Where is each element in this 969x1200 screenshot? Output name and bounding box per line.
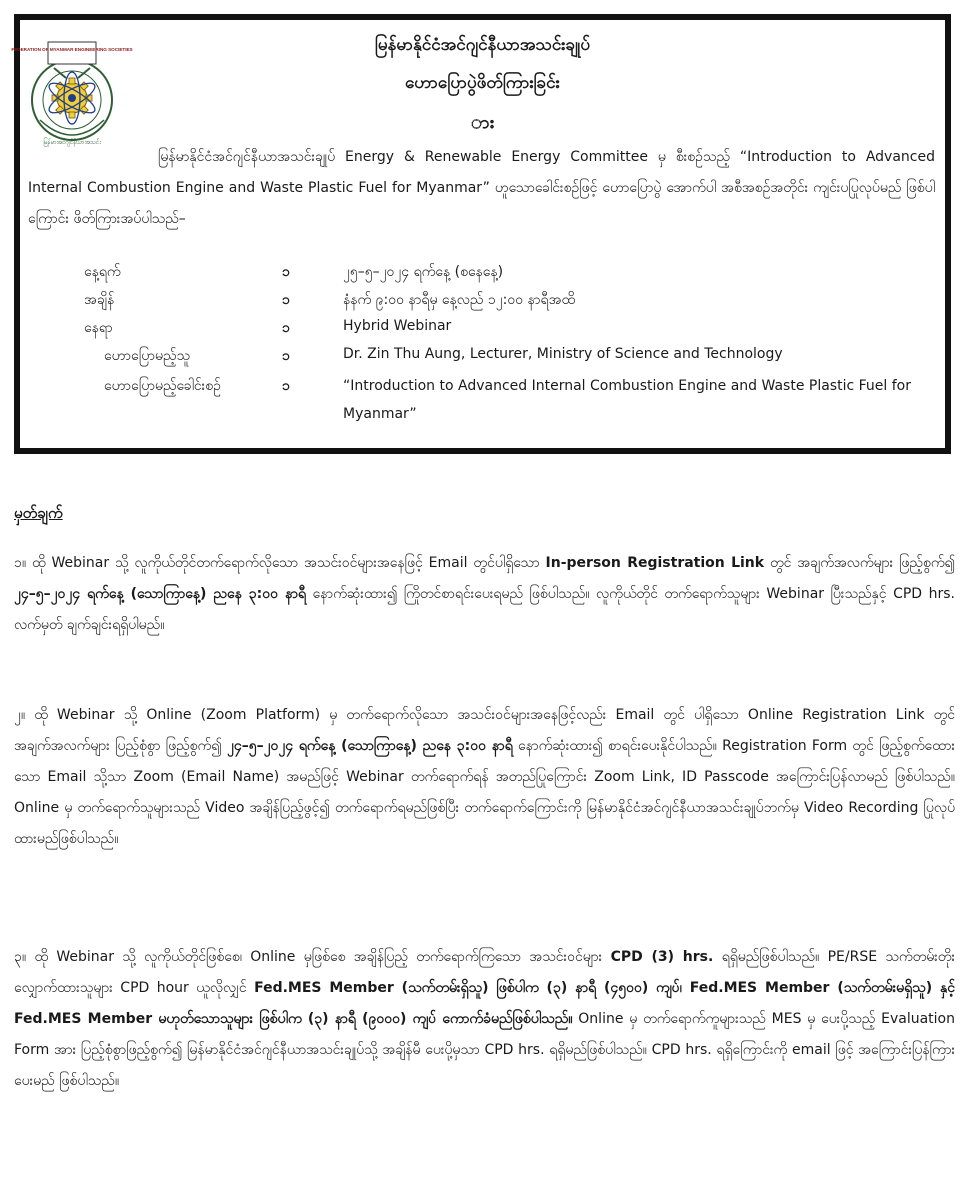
text-run: နောက်ဆုံးထား၍ ကြိုတင်စာရင်းပေးရမည် ဖြစ်ပါသည်။ လူကိုယ်တိုင် တက်ရောက်သူများ Webinar ပြီးသည်နှင့် CPD hrs. လက်မှတ် ချက်ချင်းရရှိပါမည်။ [14, 586, 956, 633]
detail-value: နံနက် ၉:၀၀ နာရီမှ နေ့လည် ၁၂:၀၀ နာရီအထိ [343, 292, 575, 308]
note-paragraph-3 [14, 942, 955, 1097]
text-run: တွင် အချက်အလက်များ ဖြည့်စွက်၍ [764, 555, 956, 571]
detail-colon: ၁ [282, 264, 290, 280]
intro-paragraph [28, 142, 935, 235]
bold-text-run: ၂၄–၅–၂၀၂၄ ရက်နေ့ (သောကြာနေ့) ညနေ ၃:၀၀ နာရီ [227, 738, 513, 754]
text-run: ရရှိမည်ဖြစ်ပါသည်။ PE/RSE သက်တမ်းတိုးလျှောက်ထားသူများ CPD hour ယူလိုလျှင် [14, 949, 955, 996]
bold-text-run: Fed.MES Member (သက်တမ်းရှိသူ) ဖြစ်ပါက (၃) နာရီ (၄၅၀၀) ကျပ်၊ Fed.MES Member (သက်တမ်းမရှိသူ) နှင့် Fed.MES Member မဟုတ်သောသူများ ဖြစ်ပါက (၃) နာရီ (၉၀၀၀) ကျပ် ကောက်ခံမည်ဖြစ်ပါသည်။ [14, 980, 955, 1027]
detail-label: နေ့ရက် [84, 264, 121, 280]
detail-colon: ၁ [282, 292, 290, 308]
bold-text-run: In-person Registration Link [545, 555, 765, 571]
notes-heading: မှတ်ချက် [14, 504, 63, 522]
detail-label: အချိန် [84, 292, 115, 308]
bold-text-run: ၂၄–၅–၂၀၂၄ ရက်နေ့ (သောကြာနေ့) ညနေ ၃:၀၀ နာရီ [14, 586, 307, 602]
text-run: Online မှ တက်ရောက်ကူများသည် MES မှ ပေးပို့သည့် Evaluation Form အား ပြည့်စုံစွာဖြည့်စွက်၍ မြန်မာနိုင်ငံအင်ဂျင်နီယာအသင်းချုပ်သို့ အချိန်မီ ပေးပို့မှသာ CPD hrs. ရရှိမည်ဖြစ်ပါသည်။ CPD hrs. ရရှိကြောင်းကို email ဖြင့် အကြောင်းပြန်ကြားပေးမည် ဖြစ်ပါသည်။ [14, 1011, 955, 1089]
detail-value: “Introduction to Advanced Internal Combustion Engine and Waste Plastic Fuel for Myanmar” [343, 378, 911, 422]
text-run: နောက်ဆုံးထား၍ စာရင်းပေးနိုင်ပါသည်။ Registration Form တွင် ဖြည့်စွက်ထေားသော Email သို့သာ Zoom (Email Name) အမည်ဖြင့် Webinar တက်ရောက်ရန် အတည်ပြုကြောင်း Zoom Link, ID Passcode အကြောင်းပြန်လာမည် ဖြစ်ပါသည်။ Online မှ တက်ရောက်သူများသည် Video အချိန်ပြည့်ဖွင့်၍ တက်ရောက်ရမည်ဖြစ်ပြီး တက်ရောက်ကြောင်းကို မြန်မာနိုင်ငံအင်ဂျင်နီယာအသင်းချုပ်ဘက်မှ Video Recording ပြုလုပ်ထားမည်ဖြစ်ပါသည်။ [14, 738, 956, 847]
text-run: ၃။ ထို Webinar သို့ လူကိုယ်တိုင်ဖြစ်စေ၊ Online မှဖြစ်စေ အချိန်ပြည့် တက်ရောက်ကြသော အသင်းဝင်များ [14, 949, 611, 965]
detail-label: ဟောပြောမည့်ခေါင်းစဉ် [104, 378, 221, 394]
text-run: ၂။ ထို Webinar သို့ Online (Zoom Platform) မှ တက်ရောက်လိုသော အသင်းဝင်များအနေဖြင့်လည်း Email တွင် ပါရှိသော Online Registration Link တွင် အချက်အလက်များ ပြည့်စုံစွာ ဖြည့်စွက်၍ [14, 707, 955, 754]
detail-colon: ၁ [282, 378, 290, 394]
bold-text-run: CPD (3) hrs. [610, 949, 714, 965]
seal-bottom-text: မြန်မာအင်ဂျင်နီယာအသင်း [43, 139, 101, 146]
detail-colon: ၁ [282, 320, 290, 336]
intro-text: မြန်မာနိုင်ငံအင်ဂျင်နီယာအသင်းချုပ် Energy & Renewable Energy Committee မှ စီးစဉ်သည့် “Introduction to Advanced Internal Combustion Engine and Waste Plastic Fuel for Myanmar” ဟူသောခေါင်းစဉ်ဖြင့် ဟောပြောပွဲ အောက်ပါ အစီအစဉ်အတိုင်း ကျင်းပပြုလုပ်မည် ဖြစ်ပါကြောင်း ဖိတ်ကြားအပ်ပါသည်– [28, 149, 935, 227]
invitation-box [11, 14, 951, 454]
note-paragraph-2 [14, 700, 955, 855]
invitation-title: ဟောပြောပွဲဖိတ်ကြားခြင်း [405, 73, 560, 93]
detail-value: Hybrid Webinar [343, 318, 452, 334]
seal-top-text: FEDERATION OF MYANMAR ENGINEERING SOCIETIES [11, 47, 133, 52]
detail-value: ၂၅–၅–၂၀၂၄ ရက်နေ့ (စနေနေ့) [343, 264, 504, 280]
detail-value: Dr. Zin Thu Aung, Lecturer, Ministry of Science and Technology [343, 346, 783, 362]
title-ornament: ား [470, 112, 495, 133]
text-run: ၁။ ထို Webinar သို့ လူကိုယ်တိုင်တက်ရောက်လိုသော အသင်းဝင်များအနေဖြင့် Email တွင်ပါရှိသော [14, 555, 546, 571]
detail-label: ဟောပြောမည့်သူ [104, 348, 191, 364]
org-title: မြန်မာနိုင်ငံအင်ဂျင်နီယာအသင်းချုပ် [374, 35, 591, 55]
detail-colon: ၁ [282, 348, 290, 364]
note-paragraph-1 [14, 548, 955, 641]
detail-label: နေရာ [84, 320, 113, 336]
